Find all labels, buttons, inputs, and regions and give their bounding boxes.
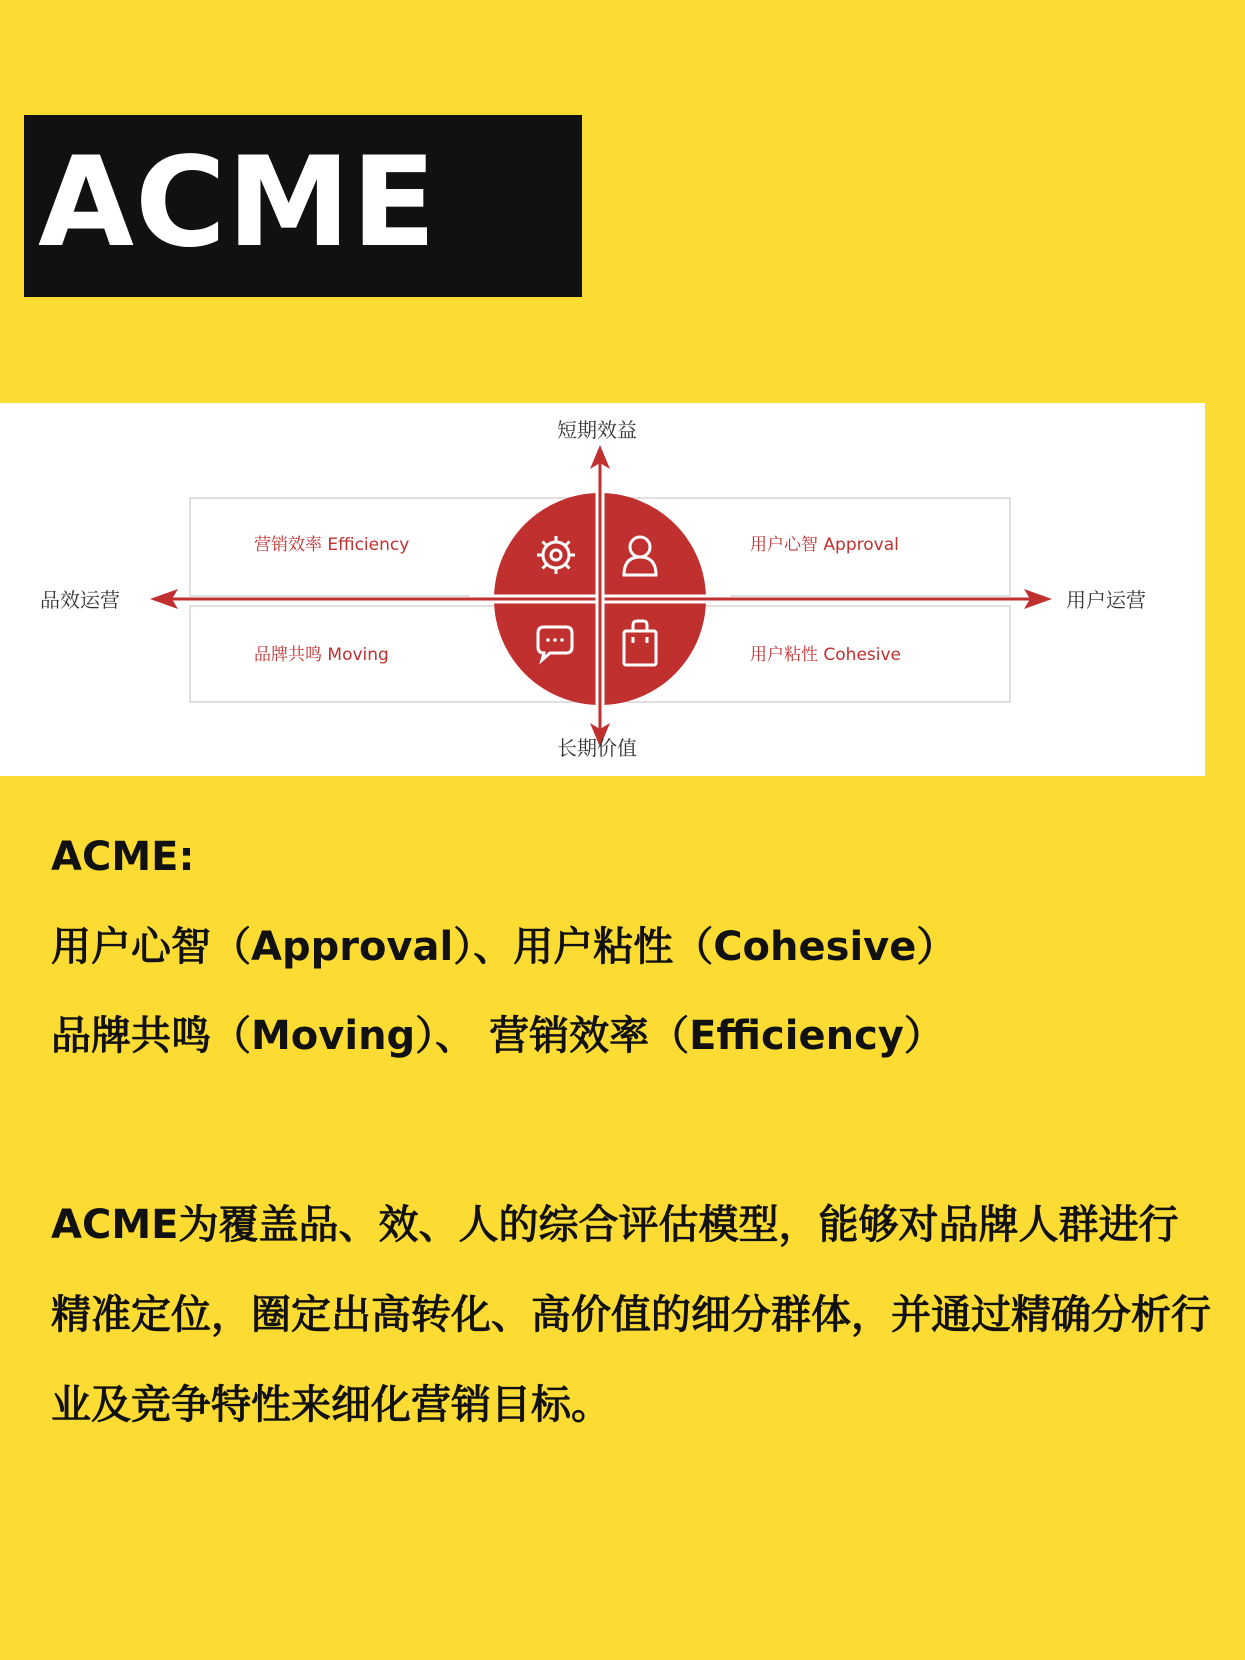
axis-label-top: 短期效益 [557,418,637,442]
quadrant-label-top-left: 营销效率 Efficiency [254,535,410,555]
section-heading: ACME: [51,834,195,880]
diagram-svg [0,403,1205,776]
title-banner [24,115,582,297]
quadrant-label-bottom-left: 品牌共鸣 Moving [254,645,389,665]
quadrant-label-top-right: 用户心智 Approval [750,535,899,555]
acme-model-diagram [0,403,1205,776]
page-title: ACME [38,131,438,275]
dimension-line-1: 用户心智（Approval）、用户粘性（Cohesive） [51,924,957,970]
axis-label-left: 品效运营 [40,588,120,612]
axis-label-right: 用户运营 [1066,588,1146,612]
axis-label-bottom: 长期价值 [557,736,637,760]
quadrant-label-bottom-right: 用户粘性 Cohesive [750,645,902,665]
dimension-line-2: 品牌共鸣（Moving）、 营销效率（Efficiency） [51,1013,944,1059]
description-paragraph: ACME为覆盖品、效、人的综合评估模型，能够对品牌人群进行精准定位，圈定出高转化、高价值的细分群体，并通过精确分析行业及竞争特性来细化营销目标。 [51,1202,1211,1428]
